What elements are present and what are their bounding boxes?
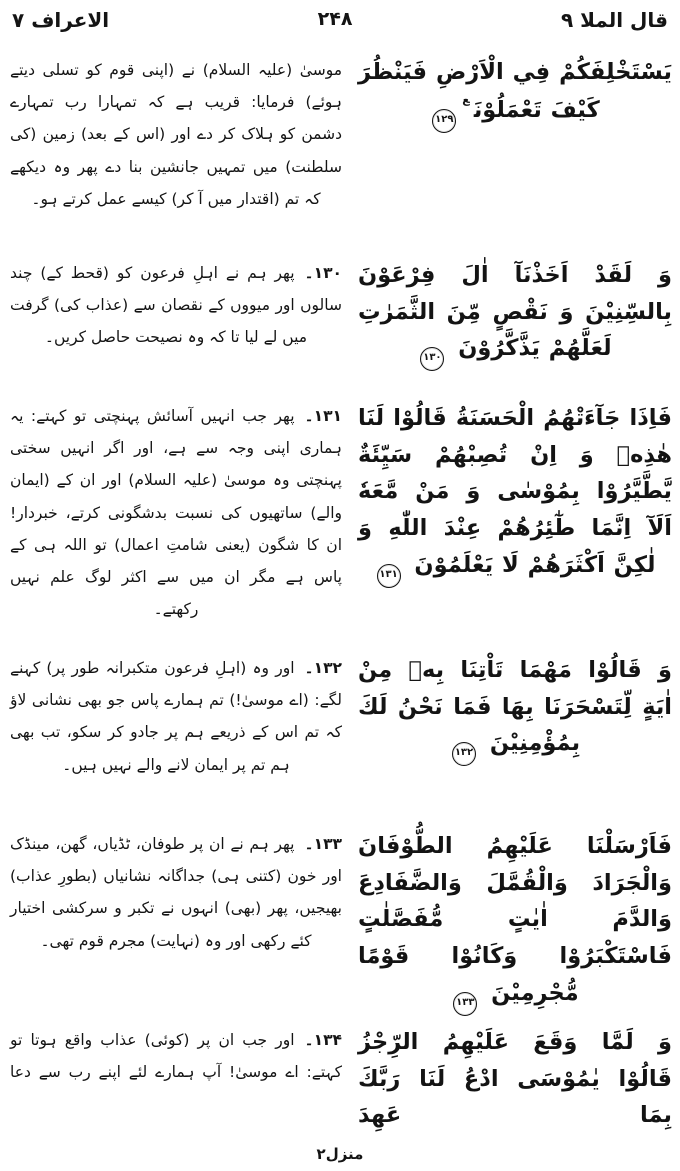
arabic-verse-text: وَ لَقَدْ اَخَذْنَآ اٰلَ فِرْعَوْنَ بِالسِّنِيْنَ وَ نَقْصٍ مِّنَ الثَّمَرٰتِ لَعَلَّهُمْ يَذَّكَّرُوْنَ [358, 262, 672, 362]
urdu-paragraph-text: پھر ہم نے اہلِ فرعون کو (قحط کے) چند سالوں اور میووں کے نقصان سے (عذاب کی) گرفت میں لے لیا تا کہ وہ نصیحت حاصل کریں۔ [10, 264, 342, 347]
page-number: ۲۴۸ [317, 8, 353, 30]
verse-number-medallion: ۱۳۰ [420, 347, 444, 371]
urdu-paragraph-text: پھر ہم نے ان پر طوفان، ٹڈیاں، گھن، مینڈک اور خون (کتنی ہی) جداگانہ نشانیاں (بطورِ عذاب) بھیجیں، پھر (بھی) انہوں نے تکبر و سرکشی اختیار کئے رکھی اور وہ (نہایت) مجرم قوم تھی۔ [10, 835, 342, 950]
arabic-text [358, 1024, 672, 1134]
verse-number-medallion: ۱۳۱ [377, 564, 401, 588]
arabic-verse-text: وَ قَالُوْا مَهْمَا تَاْتِنَا بِهٖ مِنْ اٰيَةٍ لِّتَسْحَرَنَا بِهَا فَمَا نَحْنُ لَكَ بِمُؤْمِنِيْنَ [358, 657, 672, 757]
urdu-text [10, 400, 342, 626]
urdu-paragraph-text: موسیٰ (علیہ السلام) نے (اپنی قوم کو تسلی دیتے ہوئے) فرمایا: قریب ہے کہ تمہارا رب تمہارے دشمن کو ہلاک کر دے اور (اس کے بعد) زمین (کی سلطنت) میں تمہیں جانشین بنا دے پھر وہ دیکھے کہ تم (اقتدار میں آ کر) کیسے عمل کرتے ہو۔ [10, 61, 342, 208]
ruku-mark: ع [462, 92, 470, 106]
arabic-text [358, 257, 672, 371]
urdu-verse-number: ۱۳۲۔ [304, 659, 342, 677]
arabic-verse-129 [358, 54, 672, 257]
manzil-marker: منزل۲ [316, 1145, 364, 1163]
urdu-translation-132 [8, 652, 342, 828]
verse-row-130 [8, 257, 672, 400]
arabic-text [358, 54, 672, 133]
urdu-translation-129 [8, 54, 342, 257]
urdu-paragraph-text: پھر جب انہیں آسائش پہنچتی تو کہتے: یہ ہماری اپنی وجہ سے ہے، اور اگر انہیں سختی پہنچتی وہ موسیٰ (علیہ السلام) اور ان کے (ایمان والے) ساتھیوں کی نسبت بدشگونی کرتے، خبردار! ان کا شگون (یعنی شامتِ اعمال) تو اللہ ہی کے پاس ہے مگر ان میں سے اکثر لوگ علم نہیں رکھتے۔ [10, 407, 342, 619]
urdu-verse-number: ۱۳۳۔ [304, 835, 342, 853]
urdu-paragraph-text: اور جب ان پر (کوئی) عذاب واقع ہوتا تو کہتے: اے موسیٰ! آپ ہمارے لئے اپنے رب سے دعا [10, 1031, 342, 1082]
urdu-paragraph-text: اور وہ (اہلِ فرعون متکبرانہ طور پر) کہنے لگے: (اے موسیٰ!) تم ہمارے پاس جو بھی نشانی لاؤ کہ تم اس کے ذریعے ہم پر جادو کر سکو، تب بھی ہم تم پر ایمان لانے والے نہیں ہیں۔ [10, 659, 342, 774]
urdu-translation-130 [8, 257, 342, 400]
urdu-verse-number: ۱۳۴۔ [304, 1031, 342, 1049]
arabic-verse-131 [358, 400, 672, 652]
arabic-verse-text: فَاَرْسَلْنَا عَلَيْهِمُ الطُّوْفَانَ وَالْجَرَادَ وَالْقُمَّلَ وَالضَّفَادِعَ وَالدَّمَ اٰيٰتٍ مُّفَصَّلٰتٍ فَاسْتَكْبَرُوْا وَكَانُوْا قَوْمًا مُّجْرِمِيْنَ [358, 833, 672, 1006]
arabic-verse-130 [358, 257, 672, 400]
verse-number-medallion: ۱۳۲ [452, 742, 476, 766]
arabic-verse-text: وَ لَمَّا وَقَعَ عَلَيْهِمُ الرِّجْزُ قَالُوْا يٰمُوْسَى ادْعُ لَنَا رَبَّكَ بِمَا عَهِدَ [358, 1029, 672, 1129]
arabic-text [358, 652, 672, 766]
urdu-translation-131 [8, 400, 342, 652]
verse-number-medallion: ۱۲۹ [432, 109, 456, 133]
verse-row-132 [8, 652, 672, 828]
verse-number-medallion: ۱۳۳ [453, 992, 477, 1016]
urdu-text [10, 257, 342, 354]
arabic-verse-132 [358, 652, 672, 828]
verse-row-131 [8, 400, 672, 652]
arabic-verse-text: فَاِذَا جَآءَتْهُمُ الْحَسَنَةُ قَالُوْا لَنَا هٰذِهٖ وَ اِنْ تُصِبْهُمْ سَيِّئَةٌ يَّطَّيَّرُوْا بِمُوْسٰى وَ مَنْ مَّعَهٗ اَلَآ اِنَّمَا طٰٓئِرُهُمْ عِنْدَ اللّٰهِ وَ لٰكِنَّ اَكْثَرَهُمْ لَا يَعْلَمُوْنَ [358, 405, 672, 578]
verse-row-129 [8, 54, 672, 257]
verse-row-133 [8, 828, 672, 1024]
surah-label: الاعراف ۷ [12, 8, 110, 32]
juz-label: قال الملا ۹ [560, 8, 668, 32]
urdu-verse-number: ۱۳۱۔ [304, 407, 342, 425]
arabic-verse-text: يَسْتَخْلِفَكُمْ فِي الْاَرْضِ فَيَنْظُرَ كَيْفَ تَعْمَلُوْنَ [358, 59, 672, 123]
urdu-text [10, 828, 342, 957]
urdu-text [10, 54, 342, 215]
urdu-translation-134 [8, 1024, 342, 1134]
urdu-translation-133 [8, 828, 342, 1024]
arabic-text [358, 400, 672, 588]
arabic-text [358, 828, 672, 1016]
urdu-verse-number: ۱۳۰۔ [304, 264, 342, 282]
page-header [8, 8, 672, 46]
arabic-verse-134 [358, 1024, 672, 1134]
arabic-verse-133 [358, 828, 672, 1024]
urdu-text [10, 1024, 342, 1088]
verse-row-134 [8, 1024, 672, 1134]
urdu-text [10, 652, 342, 781]
page-body [8, 54, 672, 1134]
